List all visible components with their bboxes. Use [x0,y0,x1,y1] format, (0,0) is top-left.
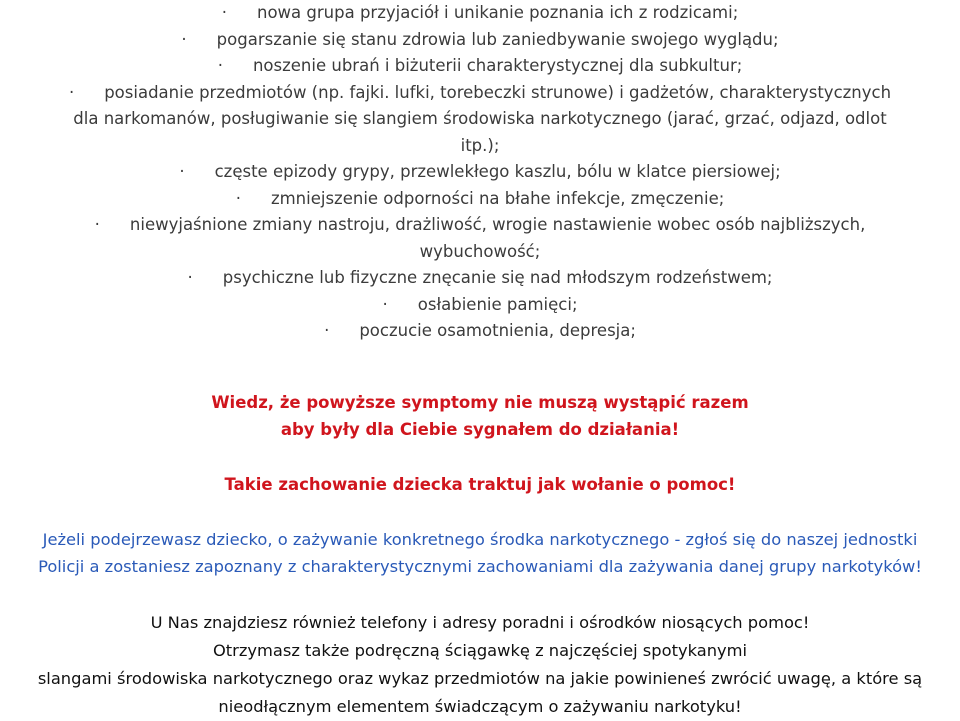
help-info-line: nieodłącznym elementem świadczącym o zażywaniu narkotyku! [218,697,742,716]
bullet-icon: · [235,188,241,208]
help-info-line: U Nas znajdziesz również telefony i adresy poradni i ośrodków niosących pomoc! [150,613,810,632]
bullet-icon: · [217,56,223,75]
bullet-icon: · [382,294,388,314]
bullet-icon: · [324,321,330,340]
symptom-item: · częste epizody grypy, przewlekłego kaszlu, bólu w klatce piersiowej; [0,159,960,186]
symptom-item: · posiadanie przedmiotów (np. fajki. lufki, torebeczki strunowe) i gadżetów, charakterystycznych [0,80,960,107]
symptom-item: · niewyjaśnione zmiany nastroju, drażliwość, wrogie nastawienie wobec osób najbliższych, [0,212,960,239]
warning-callout [0,471,960,498]
bullet-icon: · [68,82,75,102]
symptom-item: · noszenie ubrań i biżuterii charakterystycznej dla subkultur; [0,53,960,80]
symptom-item: · psychiczne lub fizyczne znęcanie się nad młodszym rodzeństwem; [0,265,960,292]
help-info-line: slangami środowiska narkotycznego oraz wykaz przedmiotów na jakie powinieneś zwrócić uwagę, a które są [37,669,923,688]
warning-line: Takie zachowanie dziecka traktuj jak wołanie o pomoc! [224,475,736,494]
symptom-item: · zmniejszenie odporności na błahe infekcje, zmęczenie; [0,186,960,213]
police-notice-line: Jeżeli podejrzewasz dziecko, o zażywanie konkretnego środka narkotycznego - zgłoś się do naszej jednostki [42,530,918,549]
symptom-item: · osłabienie pamięci; [0,292,960,319]
bullet-icon: · [187,268,193,287]
symptom-item: · poczucie osamotnienia, depresja; [0,318,960,345]
symptom-item: · nowa grupa przyjaciół i unikanie poznania ich z rodzicami; [0,0,960,27]
help-info-line: Otrzymasz także podręczną ściągawkę z najczęściej spotykanymi [212,641,748,660]
symptom-item-continuation: dla narkomanów, posługiwanie się slangiem środowiska narkotycznego (jarać, grzać, odjazd, odlot [73,109,887,128]
bullet-icon: · [179,162,185,181]
warning-line: aby były dla Ciebie sygnałem do działania! [280,420,680,439]
bullet-icon: · [94,215,100,234]
bullet-icon: · [181,29,187,49]
police-notice-line: Policji a zostaniesz zapoznany z charakterystycznymi zachowaniami dla zażywania danej grupy narkotyków! [38,557,922,576]
bullet-icon: · [221,3,227,22]
warning-line: Wiedz, że powyższe symptomy nie muszą wystąpić razem [211,393,749,412]
symptoms-list [0,0,960,345]
symptom-item-continuation: wybuchowość; [419,241,541,261]
police-notice [0,526,960,580]
symptom-item: · pogarszanie się stanu zdrowia lub zaniedbywanie swojego wyglądu; [0,27,960,54]
symptom-item-continuation: itp.); [460,135,500,155]
help-info [0,609,960,721]
warning-message [0,389,960,443]
